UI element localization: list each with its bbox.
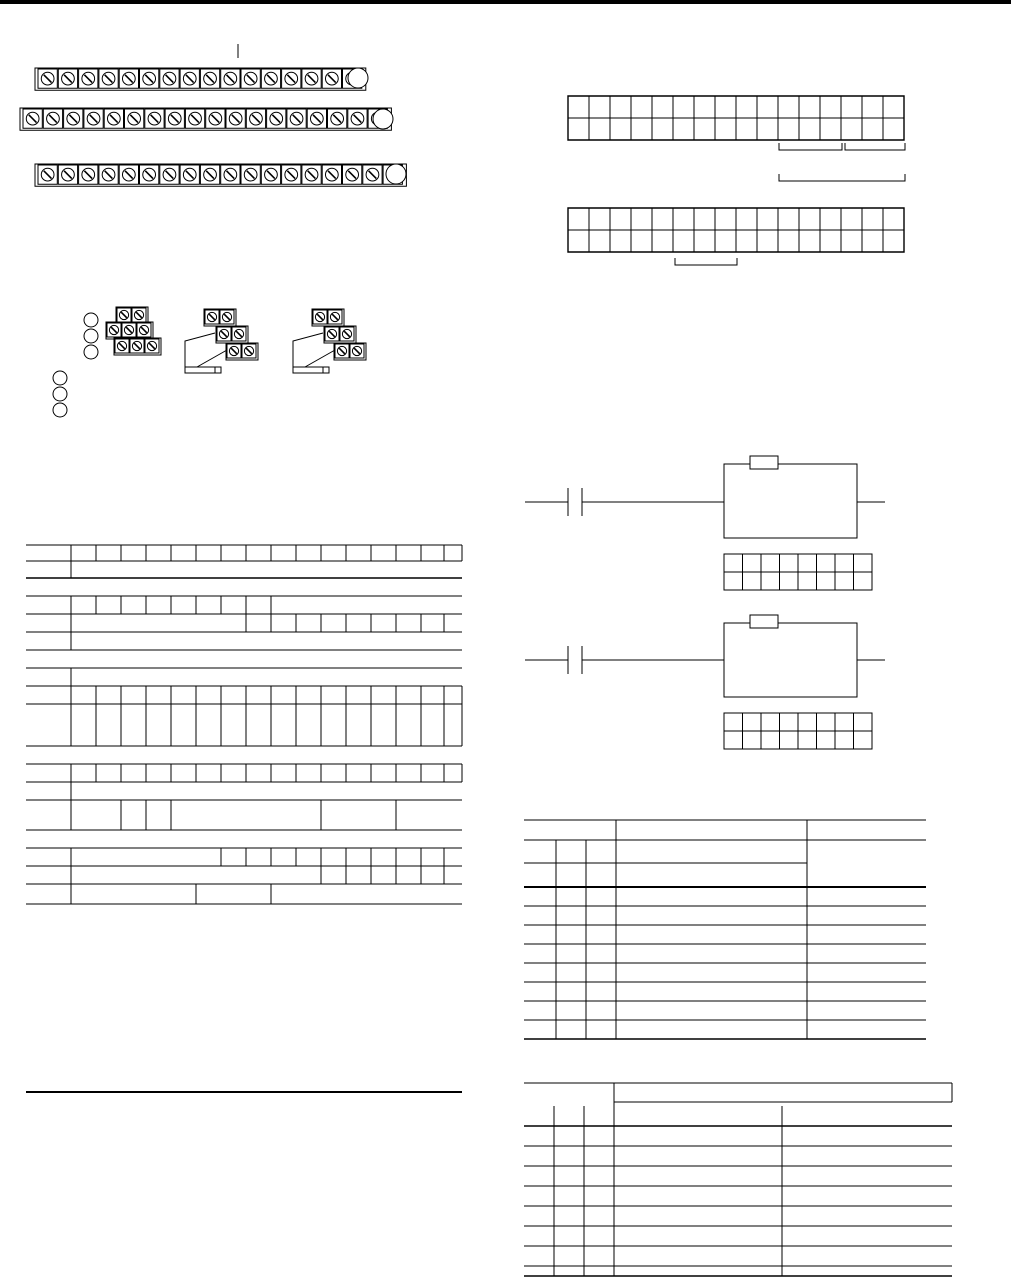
screw-terminal (79, 165, 98, 184)
screw-terminal (119, 69, 138, 88)
screw-terminal (99, 69, 118, 88)
terminal-block-c (35, 164, 406, 186)
screw-terminal (180, 69, 199, 88)
screw-terminal (307, 109, 326, 128)
screw-terminal (328, 109, 347, 128)
screw-terminal (241, 69, 260, 88)
screw-terminal (200, 165, 219, 184)
screw-terminal (107, 323, 121, 337)
callout-circle-4 (53, 371, 67, 385)
screw-terminal (282, 165, 301, 184)
screw-terminal (137, 323, 151, 337)
callout-circle-6 (53, 403, 67, 417)
screw-terminal (122, 323, 136, 337)
terminal-block-b (20, 108, 393, 130)
screw-terminal (205, 310, 219, 324)
table-b (524, 1078, 964, 1278)
screw-terminal (130, 339, 144, 353)
screw-terminal (165, 109, 184, 128)
table-a (524, 815, 934, 1045)
screw-terminal (58, 69, 77, 88)
screw-terminal (267, 109, 286, 128)
callout-circle-3 (84, 345, 98, 359)
screw-terminal (64, 109, 83, 128)
screw-terminal (227, 344, 241, 358)
block-label-circle (373, 109, 393, 129)
screw-terminal (132, 308, 146, 322)
callout-circle-5 (53, 387, 67, 401)
screw-terminal (232, 327, 246, 341)
screw-terminal (104, 109, 123, 128)
screw-terminal (261, 165, 280, 184)
screw-terminal (221, 165, 240, 184)
screw-terminal (180, 165, 199, 184)
callout-circle-1 (84, 313, 98, 327)
ladder-diagram (520, 450, 920, 770)
screw-terminal (241, 165, 260, 184)
bit-map-figure (560, 90, 920, 280)
screw-terminal (84, 109, 103, 128)
screw-terminal (145, 109, 164, 128)
screw-terminal (246, 109, 265, 128)
screw-terminal (115, 339, 129, 353)
header-rule (0, 0, 1011, 4)
screw-terminal (242, 344, 256, 358)
screw-terminal (79, 69, 98, 88)
screw-terminal (160, 165, 179, 184)
block-label-circle (348, 68, 368, 88)
screw-terminal (261, 69, 280, 88)
screw-terminal (217, 327, 231, 341)
screw-terminal (350, 344, 364, 358)
screw-terminal (348, 109, 367, 128)
block-label-circle (386, 164, 406, 184)
screw-terminal (200, 69, 219, 88)
terminal-block-a (35, 68, 368, 90)
screw-terminal (340, 327, 354, 341)
screw-terminal (160, 69, 179, 88)
section-rule (26, 1091, 462, 1093)
screw-terminal (325, 327, 339, 341)
screw-terminal (38, 69, 57, 88)
mounting-figures (45, 305, 365, 425)
screw-terminal (221, 69, 240, 88)
screw-terminal (343, 165, 362, 184)
callout-circle-2 (84, 329, 98, 343)
screw-terminal (23, 109, 42, 128)
screw-terminal (328, 310, 342, 324)
screw-terminal (335, 344, 349, 358)
screw-terminal (140, 69, 159, 88)
screw-terminal (363, 165, 382, 184)
screw-terminal (58, 165, 77, 184)
screw-terminal (119, 165, 138, 184)
screw-terminal (322, 165, 341, 184)
screw-terminal (206, 109, 225, 128)
screw-terminal (140, 165, 159, 184)
screw-terminal (185, 109, 204, 128)
screw-terminal (145, 339, 159, 353)
screw-terminal (99, 165, 118, 184)
screw-terminal (125, 109, 144, 128)
register-table-left (26, 540, 466, 910)
screw-terminal (117, 308, 131, 322)
screw-terminal (38, 165, 57, 184)
screw-terminal (302, 69, 321, 88)
screw-terminal (282, 69, 301, 88)
screw-terminal (287, 109, 306, 128)
screw-terminal (313, 310, 327, 324)
screw-terminal (226, 109, 245, 128)
screw-terminal (302, 165, 321, 184)
terminal-blocks-figure (10, 40, 450, 240)
screw-terminal (322, 69, 341, 88)
screw-terminal (220, 310, 234, 324)
screw-terminal (43, 109, 62, 128)
